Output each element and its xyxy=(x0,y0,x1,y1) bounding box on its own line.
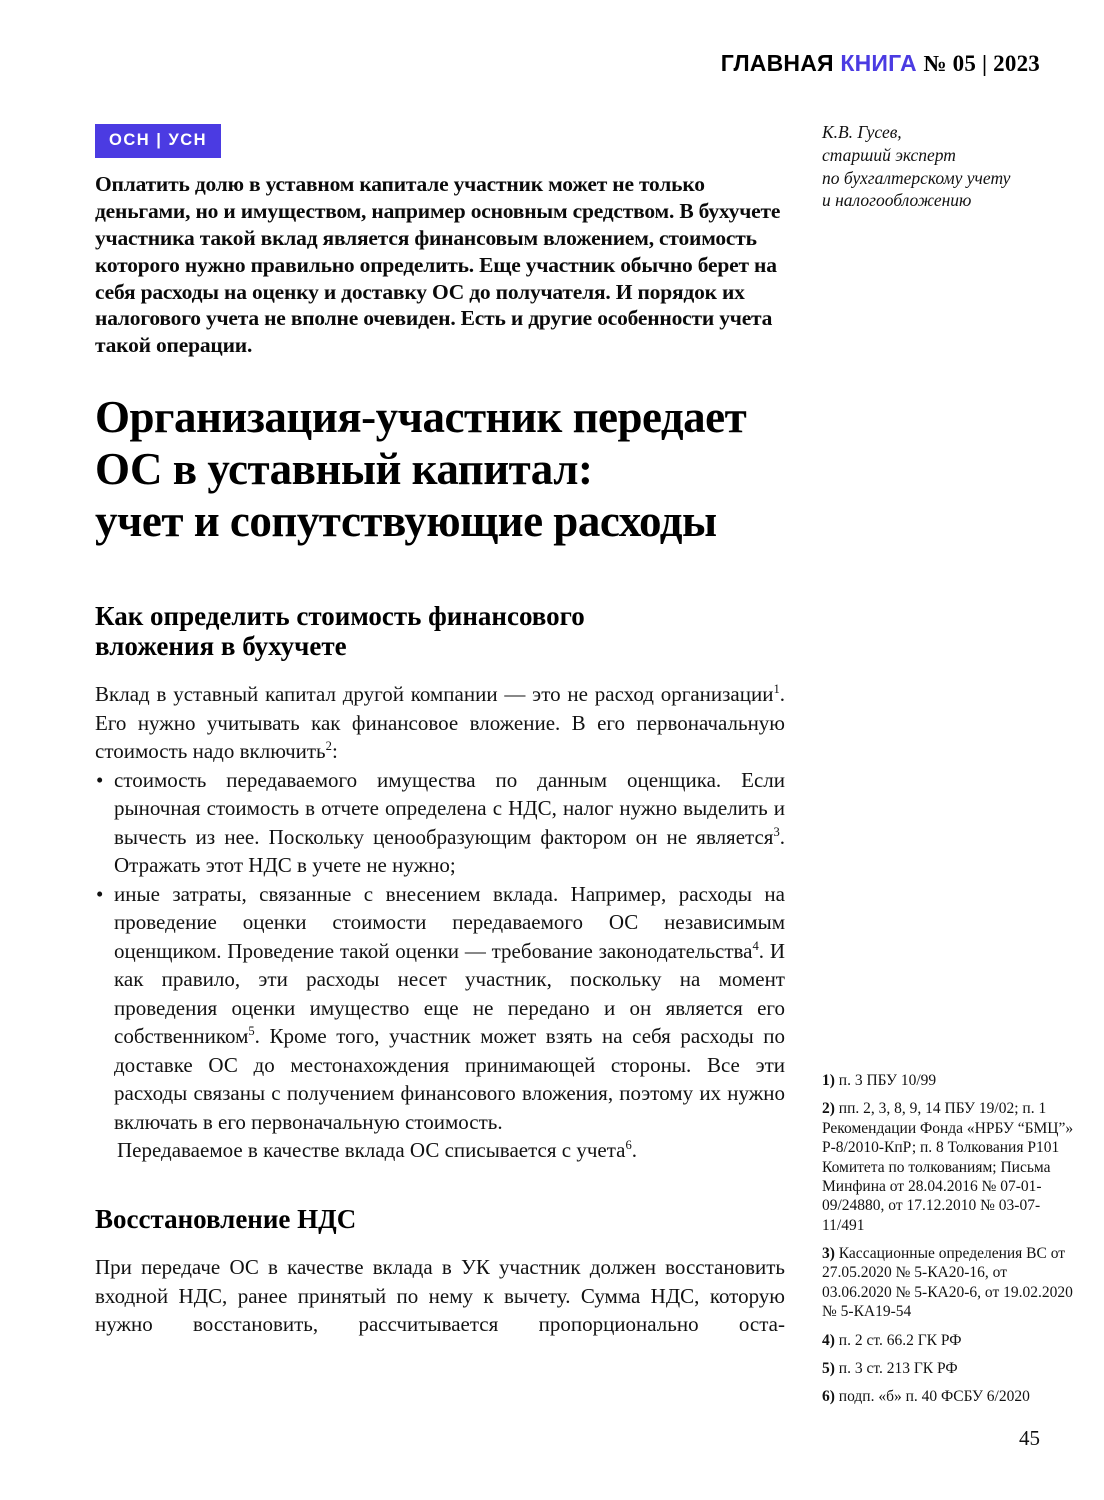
footnote-number: 4) xyxy=(822,1331,839,1349)
article-body xyxy=(95,602,785,1339)
footnote-text: Кассационные определения ВС от 27.05.2020 № 5-КА20-16, от 03.06.2020 № 5-КА20-6, от 19.02.2020 № 5-КА19-54 xyxy=(822,1245,1073,1321)
footnote-marker: 4 xyxy=(752,938,759,953)
body-paragraph: Передаваемое в качестве вклада ОС списывается с учета$^6$. xyxy=(117,1138,638,1163)
page-number: 45 xyxy=(1019,1426,1040,1450)
footnote-number: 5) xyxy=(822,1359,839,1377)
article-title: Организация-участник передает ОС в уставный капитал: учет и сопутствующие расходы xyxy=(95,392,747,547)
issue-number: № 05 | 2023 xyxy=(923,51,1040,76)
article-section xyxy=(95,602,785,1165)
author-role xyxy=(822,144,1074,212)
author-name: К.В. Гусев, xyxy=(822,122,902,142)
footnotes-sidebar xyxy=(822,1071,1080,1416)
footnote-text: пп. 2, 3, 8, 9, 14 ПБУ 19/02; п. 1 Рекомендации Фонда «НРБУ “БМЦ”» Р-8/2010-КпР; п. 8 Толкования Р101 Комитета по толкованиям; Письма Минфина от 28.04.2016 № 07-01-09/24880, от 17.12.2010 № 03-07-11/491 xyxy=(822,1100,1074,1234)
bullet-icon: • xyxy=(96,767,104,792)
footnote-number: 3) xyxy=(822,1245,839,1262)
magazine-name: ГЛАВНАЯ xyxy=(720,50,834,76)
masthead xyxy=(721,50,1040,77)
footnote-marker: 1 xyxy=(773,682,780,697)
footnote-item xyxy=(822,1359,1080,1378)
author-role-line: старший эксперт xyxy=(822,144,956,165)
footnote-item xyxy=(822,1099,1080,1235)
lead-paragraph: Оплатить долю в уставном капитале участник может не только деньгами, но и имуществом, например основным средством. В бухучете участника такой вклад является финансовым вложением, стоимость которого нужно правильно определить. Еще участник обычно берет на себя расходы на оценку и доставку ОС до получателя. И порядок их налогового учета не вполне очевиден. Есть и другие особенности учета такой операции. xyxy=(95,172,781,358)
footnote-marker: 3 xyxy=(773,824,780,839)
footnote-text: п. 2 ст. 66.2 ГК РФ xyxy=(838,1331,962,1349)
footnote-marker: 5 xyxy=(248,1024,255,1039)
footnote-number: 6) xyxy=(822,1388,839,1406)
footnote-item xyxy=(822,1331,1080,1350)
footnote-number: 2) xyxy=(822,1100,839,1118)
footnote-text: п. 3 ПБУ 10/99 xyxy=(838,1072,937,1089)
author-role-line: и налогообложению xyxy=(822,190,972,211)
section-heading: Восстановление НДС xyxy=(95,1203,357,1234)
footnote-marker: 6 xyxy=(625,1138,632,1153)
footnote-text: п. 3 ст. 213 ГК РФ xyxy=(838,1359,958,1377)
tax-regime-badge: ОСН | УСН xyxy=(95,124,221,158)
author-role-line: по бухгалтерскому учету xyxy=(822,167,1011,188)
footnote-item xyxy=(822,1071,1080,1090)
bullet-item: • иные затраты, связанные с внесением вклада. Например, расходы на проведение оценки стоимости передаваемого ОС независимым оценщиком. Проведение такой оценки — требование законодательства$^4$. И как правило, эти расходы несет участник, поскольку на момент проведения оценки имущество еще не передано и он является его собственником$^5$. Кроме того, участник может взять на себя расходы по доставке ОС до местонахождения принимающей стороны. Все эти расходы связаны с получением финансового вложения, поэтому их нужно включать в его первоначальную стоимость. xyxy=(96,881,785,1134)
footnote-item xyxy=(822,1244,1080,1322)
author-block xyxy=(822,121,1074,212)
footnote-marker: 2 xyxy=(325,739,332,754)
footnote-item xyxy=(822,1387,1080,1406)
article-section xyxy=(95,1205,785,1339)
bullet-list xyxy=(95,766,785,1136)
body-paragraph: При передаче ОС в качестве вклада в УК участник должен восстановить входной НДС, ранее принятый по нему к вычету. Сумма НДС, которую нужно восстановить, рассчитывается пропорционально оста- xyxy=(95,1255,785,1337)
section-heading: Как определить стоимость финансового вложения в бухучете xyxy=(95,601,585,661)
bullet-icon: • xyxy=(96,881,104,906)
magazine-name-accent: КНИГА xyxy=(840,50,917,76)
footnote-number: 1) xyxy=(822,1072,839,1089)
bullet-item: • стоимость передаваемого имущества по данным оценщика. Если рыночная стоимость в отчете определена с НДС, налог нужно выделить и вычесть из нее. Поскольку ценообразующим фактором он не является$^3$. Отражать этот НДС в учете не нужно; xyxy=(96,767,785,878)
body-paragraph: Вклад в уставный капитал другой компании — это не расход организации$^1$. Его нужно учитывать как финансовое вложение. В его первоначальную стоимость надо включить$^2$: xyxy=(95,682,785,764)
footnote-text: подп. «б» п. 40 ФСБУ 6/2020 xyxy=(838,1388,1030,1406)
article-column xyxy=(95,124,785,1339)
